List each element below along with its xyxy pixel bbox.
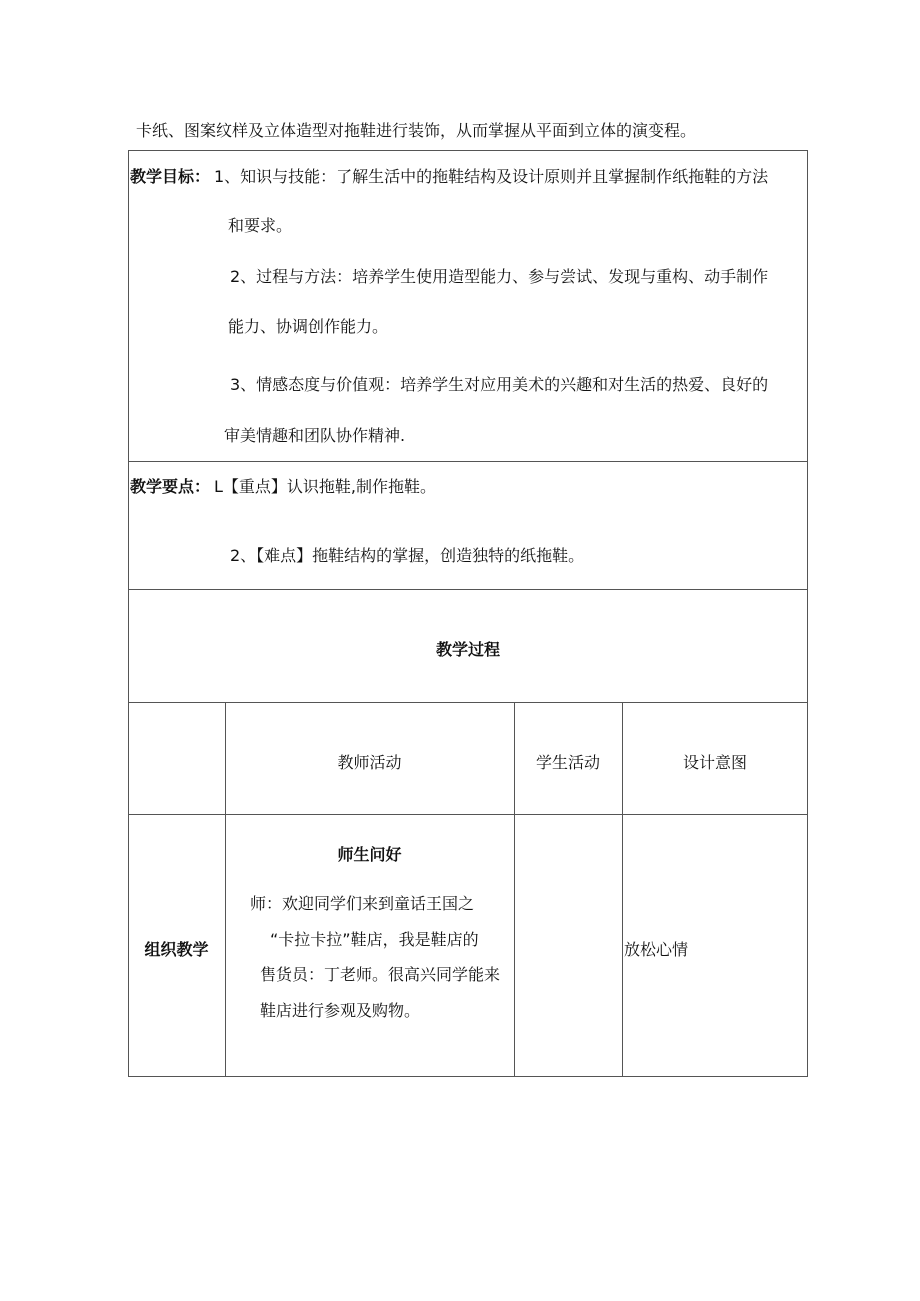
objective-3-line-1: 3、情感态度与价值观：培养学生对应用美术的兴趣和对生活的热爱、良好的 [230, 375, 769, 394]
key-points-label: 教学要点： [130, 477, 211, 496]
stage-cell: 组织教学 [144, 940, 209, 959]
objective-2-line-2: 能力、协调创作能力。 [228, 317, 389, 336]
objective-2-line-1: 2、过程与方法：培养学生使用造型能力、参与尝试、发现与重构、动手制作 [230, 267, 769, 286]
teacher-activity-line-1: 师：欢迎同学们来到童话王国之 [250, 894, 475, 913]
teacher-activity-line-4: 鞋店进行参观及购物。 [260, 1001, 421, 1020]
process-title: 教学过程 [435, 640, 500, 659]
objective-3-line-2: 审美情趣和团队协作精神. [224, 426, 406, 445]
key-point-difficulty: 2、【难点】拖鞋结构的掌握，创造独特的纸拖鞋。 [230, 546, 585, 565]
teacher-activity-line-3: 售货员：丁老师。很高兴同学能来 [260, 965, 501, 984]
objective-1-line-2: 和要求。 [228, 216, 293, 235]
teacher-activity-line-2: “卡拉卡拉”鞋店，我是鞋店的 [270, 930, 479, 949]
design-intent-cell: 放松心情 [624, 940, 689, 959]
table-header-student-activity: 学生活动 [535, 753, 600, 772]
teacher-activity-title: 师生问好 [337, 845, 402, 864]
table-row-divider [128, 814, 808, 815]
key-point-focus: L【重点】认识拖鞋,制作拖鞋。 [214, 477, 437, 496]
objectives-label: 教学目标： [130, 167, 211, 186]
objectives-section [128, 150, 808, 462]
table-header-design-intent: 设计意图 [682, 753, 747, 772]
intro-text: 卡纸、图案纹样及立体造型对拖鞋进行装饰，从而掌握从平面到立体的演变程。 [136, 121, 697, 140]
table-header-teacher-activity: 教师活动 [337, 753, 402, 772]
objective-1-line-1: 1、知识与技能：了解生活中的拖鞋结构及设计原则并且掌握制作纸拖鞋的方法 [214, 167, 769, 186]
